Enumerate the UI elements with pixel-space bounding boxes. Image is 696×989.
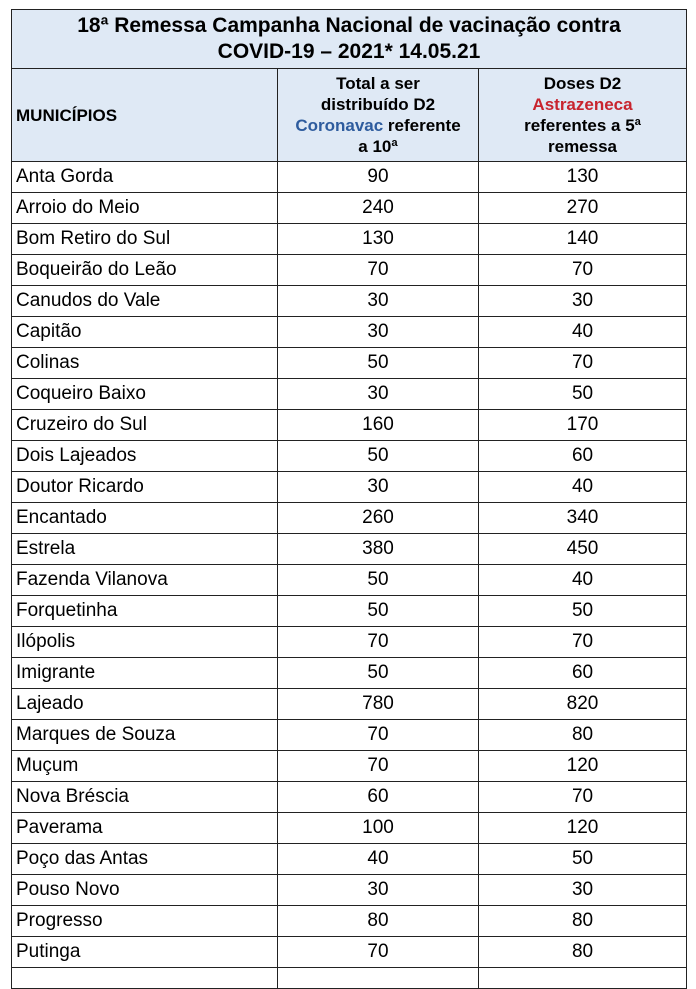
table-row: [12, 906, 687, 937]
municipio-cell: Anta Gorda: [12, 162, 278, 193]
coronavac-dose-cell: 50: [278, 348, 479, 379]
municipio-cell: Boqueirão do Leão: [12, 255, 278, 286]
astrazeneca-dose-cell: 80: [479, 720, 687, 751]
municipio-cell: Doutor Ricardo: [12, 472, 278, 503]
astrazeneca-dose-cell: 80: [479, 906, 687, 937]
astrazeneca-dose-cell: 40: [479, 317, 687, 348]
astrazeneca-dose-cell: 60: [479, 441, 687, 472]
coronavac-dose-cell: 160: [278, 410, 479, 441]
municipio-cell: Ilópolis: [12, 627, 278, 658]
table-row: [12, 255, 687, 286]
astrazeneca-dose-cell: 60: [479, 658, 687, 689]
coronavac-dose-cell: 50: [278, 596, 479, 627]
coronavac-dose-cell: 70: [278, 255, 479, 286]
astrazeneca-dose-cell: 450: [479, 534, 687, 565]
table-row: [12, 379, 687, 410]
table-row: [12, 658, 687, 689]
header-municipios: MUNICÍPIOS: [12, 69, 278, 162]
empty-cell: [479, 968, 687, 989]
table-row: [12, 286, 687, 317]
astrazeneca-dose-cell: 70: [479, 782, 687, 813]
astrazeneca-dose-cell: 40: [479, 472, 687, 503]
header-astrazeneca-line-3: referentes a 5ª: [524, 116, 641, 135]
table-row: [12, 224, 687, 255]
municipio-cell: Canudos do Vale: [12, 286, 278, 317]
municipio-cell: Nova Bréscia: [12, 782, 278, 813]
empty-cell: [278, 968, 479, 989]
table-row: [12, 410, 687, 441]
astrazeneca-dose-cell: 170: [479, 410, 687, 441]
header-coronavac-line-2: distribuído D2: [320, 95, 436, 114]
header-astrazeneca-line-4: remessa: [548, 137, 618, 156]
table-row: [12, 875, 687, 906]
coronavac-dose-cell: 100: [278, 813, 479, 844]
coronavac-dose-cell: 30: [278, 379, 479, 410]
municipio-cell: Paverama: [12, 813, 278, 844]
municipio-cell: Estrela: [12, 534, 278, 565]
astrazeneca-dose-cell: 820: [479, 689, 687, 720]
coronavac-dose-cell: 260: [278, 503, 479, 534]
municipio-cell: Forquetinha: [12, 596, 278, 627]
header-row: [12, 69, 687, 162]
coronavac-dose-cell: 60: [278, 782, 479, 813]
municipio-cell: Putinga: [12, 937, 278, 968]
title-line-2: COVID-19 – 2021* 14.05.21: [217, 40, 481, 63]
coronavac-dose-cell: 240: [278, 193, 479, 224]
municipio-cell: Capitão: [12, 317, 278, 348]
coronavac-dose-cell: 30: [278, 317, 479, 348]
coronavac-dose-cell: 90: [278, 162, 479, 193]
header-coronavac-line-1: Total a ser: [336, 74, 420, 93]
astrazeneca-dose-cell: 50: [479, 596, 687, 627]
title-line-1: 18ª Remessa Campanha Nacional de vacinação contra: [77, 14, 621, 37]
municipio-cell: Cruzeiro do Sul: [12, 410, 278, 441]
astrazeneca-dose-cell: 120: [479, 751, 687, 782]
coronavac-dose-cell: 130: [278, 224, 479, 255]
municipio-cell: Dois Lajeados: [12, 441, 278, 472]
table-row-cut-off: [12, 968, 687, 989]
table-row: [12, 472, 687, 503]
header-coronavac-referente: referente: [383, 116, 461, 135]
header-coronavac-line-3: [278, 115, 478, 136]
table-row: [12, 813, 687, 844]
table-row: [12, 627, 687, 658]
municipio-cell: Arroio do Meio: [12, 193, 278, 224]
astrazeneca-dose-cell: 80: [479, 937, 687, 968]
astrazeneca-dose-cell: 130: [479, 162, 687, 193]
coronavac-dose-cell: 70: [278, 720, 479, 751]
municipio-cell: Progresso: [12, 906, 278, 937]
astrazeneca-dose-cell: 50: [479, 379, 687, 410]
header-astrazeneca-line-1: Doses D2: [543, 74, 622, 93]
coronavac-dose-cell: 40: [278, 844, 479, 875]
astrazeneca-dose-cell: 70: [479, 255, 687, 286]
municipio-cell: Fazenda Vilanova: [12, 565, 278, 596]
coronavac-dose-cell: 70: [278, 751, 479, 782]
table-row: [12, 193, 687, 224]
table-row: [12, 162, 687, 193]
table-row: [12, 534, 687, 565]
table-row: [12, 348, 687, 379]
coronavac-dose-cell: 50: [278, 658, 479, 689]
municipio-cell: Colinas: [12, 348, 278, 379]
municipio-cell: Muçum: [12, 751, 278, 782]
table-row: [12, 596, 687, 627]
astrazeneca-dose-cell: 30: [479, 286, 687, 317]
table-row: [12, 751, 687, 782]
coronavac-dose-cell: 30: [278, 286, 479, 317]
table-row: [12, 937, 687, 968]
header-coronavac: [278, 69, 479, 162]
astrazeneca-dose-cell: 50: [479, 844, 687, 875]
table-row: [12, 782, 687, 813]
coronavac-dose-cell: 70: [278, 627, 479, 658]
table-body: [12, 162, 687, 989]
astrazeneca-brand-label: Astrazeneca: [532, 95, 633, 114]
coronavac-dose-cell: 780: [278, 689, 479, 720]
table-row: [12, 689, 687, 720]
table-row: [12, 317, 687, 348]
municipio-cell: Encantado: [12, 503, 278, 534]
astrazeneca-dose-cell: 40: [479, 565, 687, 596]
empty-cell: [12, 968, 278, 989]
coronavac-brand-label: Coronavac: [295, 116, 384, 135]
municipio-cell: Marques de Souza: [12, 720, 278, 751]
astrazeneca-dose-cell: 30: [479, 875, 687, 906]
coronavac-dose-cell: 30: [278, 875, 479, 906]
coronavac-dose-cell: 50: [278, 441, 479, 472]
coronavac-dose-cell: 70: [278, 937, 479, 968]
astrazeneca-dose-cell: 270: [479, 193, 687, 224]
vaccination-table: [11, 9, 687, 989]
table-row: [12, 565, 687, 596]
astrazeneca-dose-cell: 340: [479, 503, 687, 534]
header-astrazeneca: [479, 69, 687, 162]
astrazeneca-dose-cell: 70: [479, 348, 687, 379]
municipio-cell: Bom Retiro do Sul: [12, 224, 278, 255]
coronavac-dose-cell: 50: [278, 565, 479, 596]
coronavac-dose-cell: 30: [278, 472, 479, 503]
municipio-cell: Lajeado: [12, 689, 278, 720]
municipio-cell: Imigrante: [12, 658, 278, 689]
municipio-cell: Poço das Antas: [12, 844, 278, 875]
municipio-cell: Coqueiro Baixo: [12, 379, 278, 410]
table-row: [12, 720, 687, 751]
title-row: [12, 10, 687, 69]
table-row: [12, 503, 687, 534]
table-row: [12, 441, 687, 472]
table-title: [12, 10, 687, 69]
astrazeneca-dose-cell: 70: [479, 627, 687, 658]
coronavac-dose-cell: 80: [278, 906, 479, 937]
astrazeneca-dose-cell: 120: [479, 813, 687, 844]
header-coronavac-line-4: a 10ª: [358, 137, 398, 156]
coronavac-dose-cell: 380: [278, 534, 479, 565]
vaccination-table-sheet: [11, 9, 686, 989]
municipio-cell: Pouso Novo: [12, 875, 278, 906]
astrazeneca-dose-cell: 140: [479, 224, 687, 255]
table-row: [12, 844, 687, 875]
